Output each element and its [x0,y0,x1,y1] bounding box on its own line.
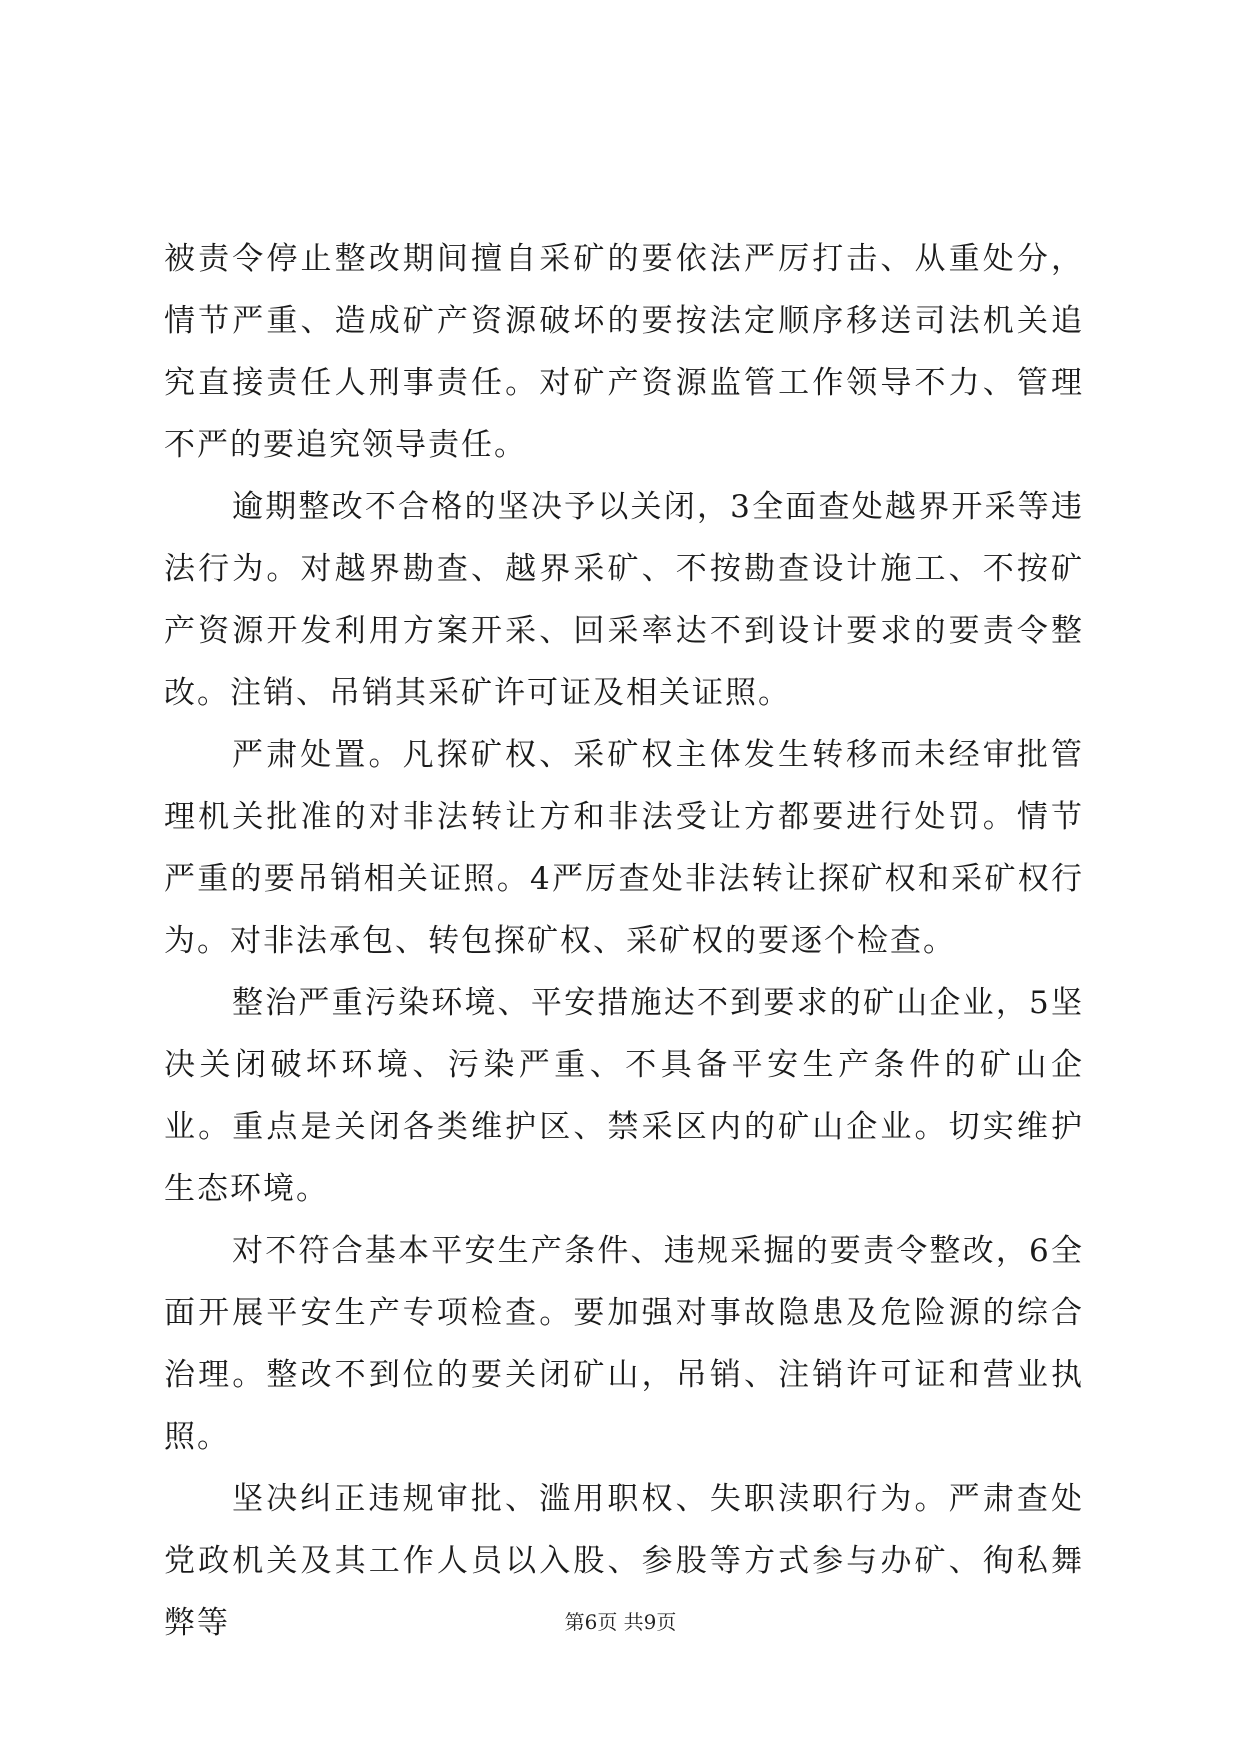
document-body [164,228,1084,1654]
paragraph: 坚决纠正违规审批、滥用职权、失职渎职行为。严肃查处党政机关及其工作人员以入股、参股等方式参与办矿、徇私舞弊等 [164,1481,1084,1641]
page-footer [0,1608,1241,1636]
paragraph: 严肃处置。凡探矿权、采矿权主体发生转移而未经审批管理机关批准的对非法转让方和非法受让方都要进行处罚。情节严重的要吊销相关证照。4严厉查处非法转让探矿权和采矿权行为。对非法承包、转包探矿权、采矿权的要逐个检查。 [164,737,1084,959]
page-number: 第6页 共9页 [564,1610,677,1634]
paragraph-continued: 被责令停止整改期间擅自采矿的要依法严厉打击、从重处分，情节严重、造成矿产资源破坏的要按法定顺序移送司法机关追究直接责任人刑事责任。对矿产资源监管工作领导不力、管理不严的要追究领导责任。 [164,241,1084,463]
paragraph: 逾期整改不合格的坚决予以关闭，3全面查处越界开采等违法行为。对越界勘查、越界采矿、不按勘查设计施工、不按矿产资源开发利用方案开采、回采率达不到设计要求的要责令整改。注销、吊销其采矿许可证及相关证照。 [164,489,1084,711]
paragraph: 对不符合基本平安生产条件、违规采掘的要责令整改，6全面开展平安生产专项检查。要加强对事故隐患及危险源的综合治理。整改不到位的要关闭矿山，吊销、注销许可证和营业执照。 [164,1233,1084,1455]
paragraph: 整治严重污染环境、平安措施达不到要求的矿山企业，5坚决关闭破坏环境、污染严重、不具备平安生产条件的矿山企业。重点是关闭各类维护区、禁采区内的矿山企业。切实维护生态环境。 [164,985,1084,1207]
